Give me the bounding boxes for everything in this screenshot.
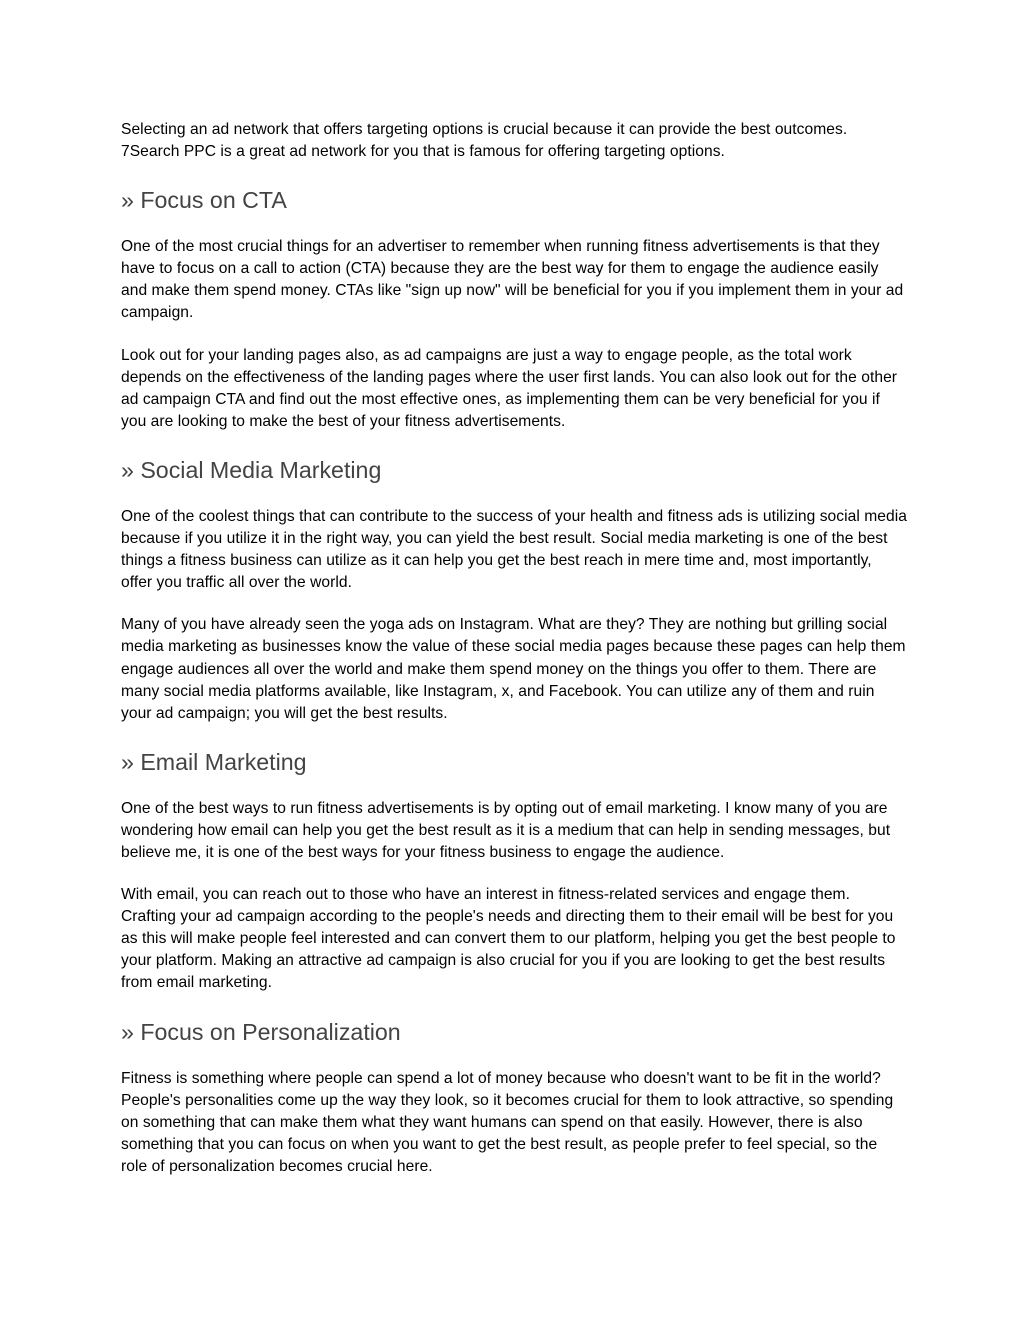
- section-email-marketing: [121, 747, 907, 995]
- section-focus-on-personalization: [121, 1017, 907, 1178]
- section-social-media-marketing: [121, 455, 907, 725]
- section-heading: » Focus on Personalization: [121, 1018, 401, 1045]
- document-page: [121, 119, 907, 1178]
- section-paragraph: One of the best ways to run fitness advertisements is by opting out of email marketing. I know many of you are wondering how email can help you get the best result as it is a medium that can help in sending messages, but believe me, it is one of the best ways for your fitness business to engage the audience.: [121, 799, 891, 861]
- section-paragraph: One of the most crucial things for an advertiser to remember when running fitness advertisements is that they have to focus on a call to action (CTA) because they are the best way for them to engage the audience easily and make them spend money. CTAs like "sign up now" will be beneficial for you if you implement them in your ad campaign.: [121, 238, 904, 322]
- section-paragraph: With email, you can reach out to those who have an interest in fitness-related services and engage them. Crafting your ad campaign according to the people's needs and directing them to their email will be best for you as this will make people feel interested and can convert them to our platform, helping you get the best people to your platform. Making an attractive ad campaign is also crucial for you if you are looking to get the best results from email marketing.: [121, 886, 896, 992]
- section-focus-on-cta: [121, 185, 907, 433]
- section-heading: » Email Marketing: [121, 748, 307, 775]
- intro-paragraph: Selecting an ad network that offers targeting options is crucial because it can provide the best outcomes. 7Search PPC is a great ad network for you that is famous for offering targeting options.: [121, 121, 848, 161]
- section-paragraph: Look out for your landing pages also, as ad campaigns are just a way to engage people, as the total work depends on the effectiveness of the landing pages where the user first lands. You can also look out for the other ad campaign CTA and find out the most effective ones, as implementing them can be very beneficial for you if you are looking to make the best of your fitness advertisements.: [121, 346, 898, 430]
- section-heading: » Focus on CTA: [121, 187, 287, 214]
- section-paragraph: One of the coolest things that can contribute to the success of your health and fitness ads is utilizing social media because if you utilize it in the right way, you can yield the best result. Social media marketing is one of the best things a fitness business can utilize as it can help you get the best reach in mere time and, most importantly, offer you traffic all over the world.: [121, 507, 907, 592]
- section-paragraph: Many of you have already seen the yoga ads on Instagram. What are they? They are nothing but grilling social media marketing as businesses know the value of these social media pages because these pages can help them engage audiences all over the world and make them spend money on the things you offer to them. There are many social media platforms available, like Instagram, x, and Facebook. You can utilize any of them and ruin your ad campaign; you will get the best results.: [121, 616, 906, 722]
- section-heading: » Social Media Marketing: [121, 456, 382, 483]
- section-paragraph: Fitness is something where people can spend a lot of money because who doesn't want to be fit in the world? People's personalities come up the way they look, so it becomes crucial for them to look attractive, so spending on something that can make them what they want humans can spend on that easily. However, there is also something that you can focus on when you want to get the best result, as people prefer to feel special, so the role of personalization becomes crucial here.: [121, 1069, 894, 1175]
